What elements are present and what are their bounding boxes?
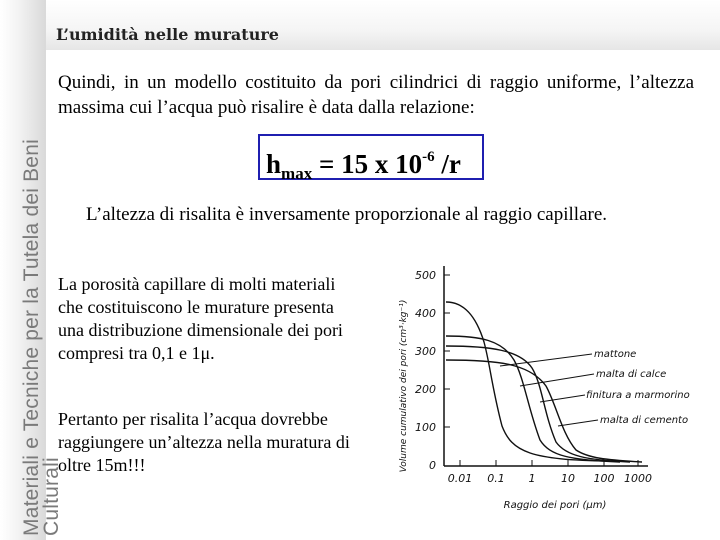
statement-text: L’altezza di risalita è inversamente proporzionale al raggio capillare. xyxy=(86,204,608,225)
vertical-title xyxy=(0,0,63,540)
xtick-label: 1 xyxy=(528,472,536,485)
curve-mattone xyxy=(446,302,610,461)
curve-finitura-a-marmorino xyxy=(446,346,630,462)
ytick-label: 200 xyxy=(415,383,436,396)
leader-line xyxy=(558,420,598,426)
graph-ylabel: Volume cumulativo dei pori (cm³·kg⁻¹) xyxy=(399,299,409,473)
xtick-label: 0.01 xyxy=(447,472,473,485)
conclusion-paragraph: Pertanto per risalita l’acqua dovrebbe raggiungere un’altezza nella muratura di oltre 15m!!! xyxy=(58,409,350,475)
graph-xlabel: Raggio dei pori (μm) xyxy=(503,500,607,511)
slide-title: L’umidità nelle murature xyxy=(56,25,279,44)
porosity-paragraph: La porosità capillare di molti materiali che costituiscono le murature presenta una distribuzione dimensionale dei pori compresi tra 0,1 e 1μ. xyxy=(58,274,343,363)
legend-malta-di-cemento: malta di cemento xyxy=(600,415,689,426)
formula-body: = 15 x 10 xyxy=(312,149,423,179)
xtick-label: 1000 xyxy=(624,472,652,485)
ytick-label: 500 xyxy=(415,269,436,282)
formula-h: h xyxy=(266,149,282,179)
intro-paragraph: Quindi, in un modello costituito da pori cilindrici di raggio uniforme, l’altezza massima cui l’acqua può risalire è data dalla relazione: xyxy=(58,72,694,118)
formula-box xyxy=(258,134,484,183)
leader-line xyxy=(540,395,585,402)
xtick-label: 10 xyxy=(561,472,575,485)
ytick-label: 100 xyxy=(415,421,436,434)
legend-mattone: mattone xyxy=(594,349,637,360)
ytick-label: 0 xyxy=(429,459,436,472)
legend-finitura-a-marmorino: finitura a marmorino xyxy=(586,390,690,401)
vertical-title-line2: Culturali xyxy=(40,457,63,536)
formula-exponent: -6 xyxy=(422,149,435,165)
formula-tail: /r xyxy=(434,149,461,179)
pore-distribution-graph xyxy=(380,238,710,520)
ytick-label: 400 xyxy=(415,307,436,320)
xtick-label: 100 xyxy=(593,472,615,485)
vertical-title-line1: Materiali e Tecniche per la Tutela dei Beni xyxy=(20,139,43,536)
legend-malta-di-calce: malta di calce xyxy=(596,369,667,380)
formula-subscript: max xyxy=(281,164,313,183)
xtick-label: 0.1 xyxy=(487,472,505,485)
ytick-label: 300 xyxy=(415,345,436,358)
leader-line xyxy=(520,374,594,386)
